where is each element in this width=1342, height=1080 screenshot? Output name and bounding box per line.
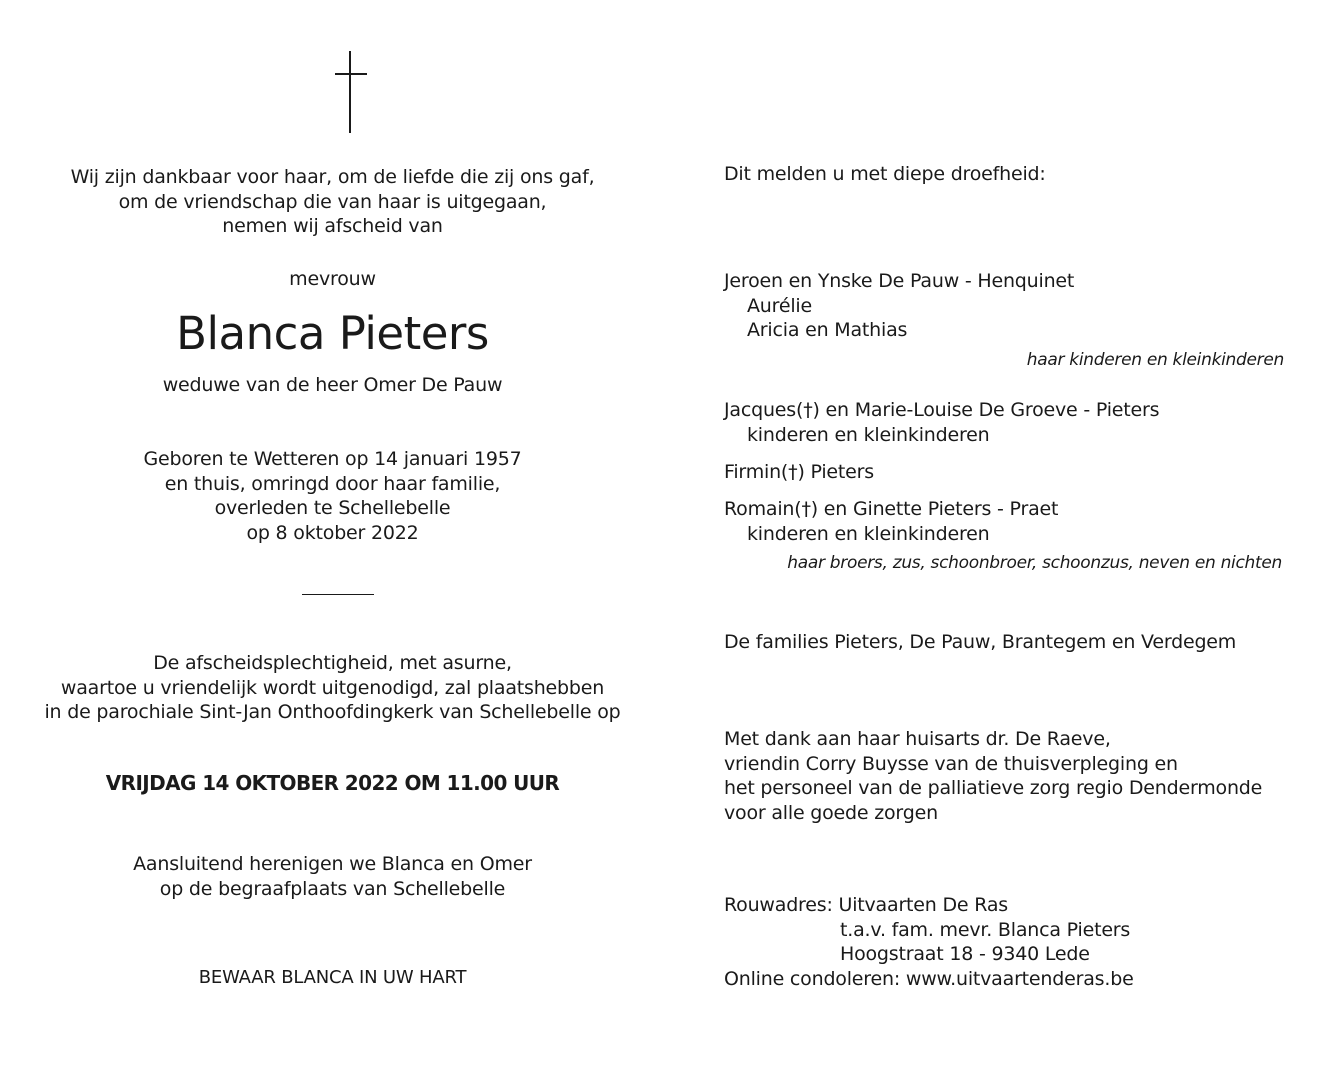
sibling-sub-line: kinderen en kleinkinderen bbox=[747, 423, 990, 446]
ceremony-line: waartoe u vriendelijk wordt uitgenodigd, zal plaatshebben bbox=[60, 676, 605, 699]
siblings-caption: haar broers, zus, schoonbroer, schoonzus, neven en nichten bbox=[787, 553, 1282, 573]
intro-line: nemen wij afscheid van bbox=[222, 215, 443, 237]
children-main: Jeroen en Ynske De Pauw - Henquinet bbox=[724, 270, 1075, 292]
ceremony-line: in de parochiale Sint-Jan Onthoofdingkerk van Schellebelle op bbox=[44, 701, 621, 723]
burial-line: op de begraafplaats van Schellebelle bbox=[159, 877, 506, 900]
salutation: mevrouw bbox=[289, 268, 376, 290]
divider-line bbox=[302, 594, 374, 595]
thanks-line: het personeel van de palliatieve zorg regio Dendermonde bbox=[724, 777, 1263, 799]
cross-horizontal bbox=[335, 73, 367, 75]
address-label: Rouwadres: Uitvaarten De Ras bbox=[724, 894, 1008, 916]
deceased-name: Blanca Pieters bbox=[176, 307, 489, 360]
sibling-line: Romain(†) en Ginette Pieters - Praet bbox=[724, 498, 1059, 520]
ceremony-line: De afscheidsplechtigheid, met asurne, bbox=[153, 652, 512, 674]
burial-line: Aansluitend herenigen we Blanca en Omer bbox=[133, 853, 532, 875]
sibling-block-3 bbox=[724, 497, 1058, 546]
intro-text bbox=[40, 165, 625, 239]
grandchild-line: Aurélie bbox=[747, 294, 812, 317]
burial-text bbox=[40, 852, 625, 901]
thanks-text bbox=[724, 727, 1262, 825]
address-block bbox=[724, 893, 1134, 991]
announcement: Dit melden u met diepe droefheid: bbox=[724, 163, 1046, 185]
closing-text: BEWAAR BLANCA IN UW HART bbox=[198, 967, 467, 988]
children-block bbox=[724, 269, 1074, 343]
thanks-line: voor alle goede zorgen bbox=[724, 801, 938, 824]
intro-line: Wij zijn dankbaar voor haar, om de liefde die zij ons gaf, bbox=[70, 166, 595, 188]
ceremony-text bbox=[40, 651, 625, 725]
widow-of: weduwe van de heer Omer De Pauw bbox=[162, 374, 503, 396]
birth-death-text bbox=[40, 447, 625, 545]
birth-line: overleden te Schellebelle bbox=[214, 497, 451, 519]
birth-line: en thuis, omringd door haar familie, bbox=[164, 472, 501, 495]
families-line: De families Pieters, De Pauw, Brantegem en Verdegem bbox=[724, 631, 1237, 653]
intro-line: om de vriendschap die van haar is uitgegaan, bbox=[118, 190, 547, 213]
thanks-line: vriendin Corry Buysse van de thuisverpleging en bbox=[724, 752, 1178, 775]
address-line: t.a.v. fam. mevr. Blanca Pieters bbox=[840, 918, 1131, 941]
sibling-line: Jacques(†) en Marie-Louise De Groeve - Pieters bbox=[724, 399, 1160, 421]
sibling-sub-line: kinderen en kleinkinderen bbox=[747, 522, 990, 545]
sibling-block-1 bbox=[724, 398, 1159, 447]
birth-line: op 8 oktober 2022 bbox=[246, 521, 419, 544]
children-caption: haar kinderen en kleinkinderen bbox=[1026, 350, 1284, 370]
thanks-line: Met dank aan haar huisarts dr. De Raeve, bbox=[724, 728, 1111, 750]
cross-vertical bbox=[349, 51, 351, 133]
address-line: Hoogstraat 18 - 9340 Lede bbox=[840, 943, 1090, 965]
ceremony-date: VRIJDAG 14 OKTOBER 2022 OM 11.00 UUR bbox=[105, 771, 560, 795]
sibling-line: Firmin(†) Pieters bbox=[724, 461, 874, 483]
birth-line: Geboren te Wetteren op 14 januari 1957 bbox=[143, 448, 522, 470]
online-condolence: Online condoleren: www.uitvaartenderas.be bbox=[724, 967, 1134, 990]
grandchild-line: Aricia en Mathias bbox=[747, 319, 908, 341]
